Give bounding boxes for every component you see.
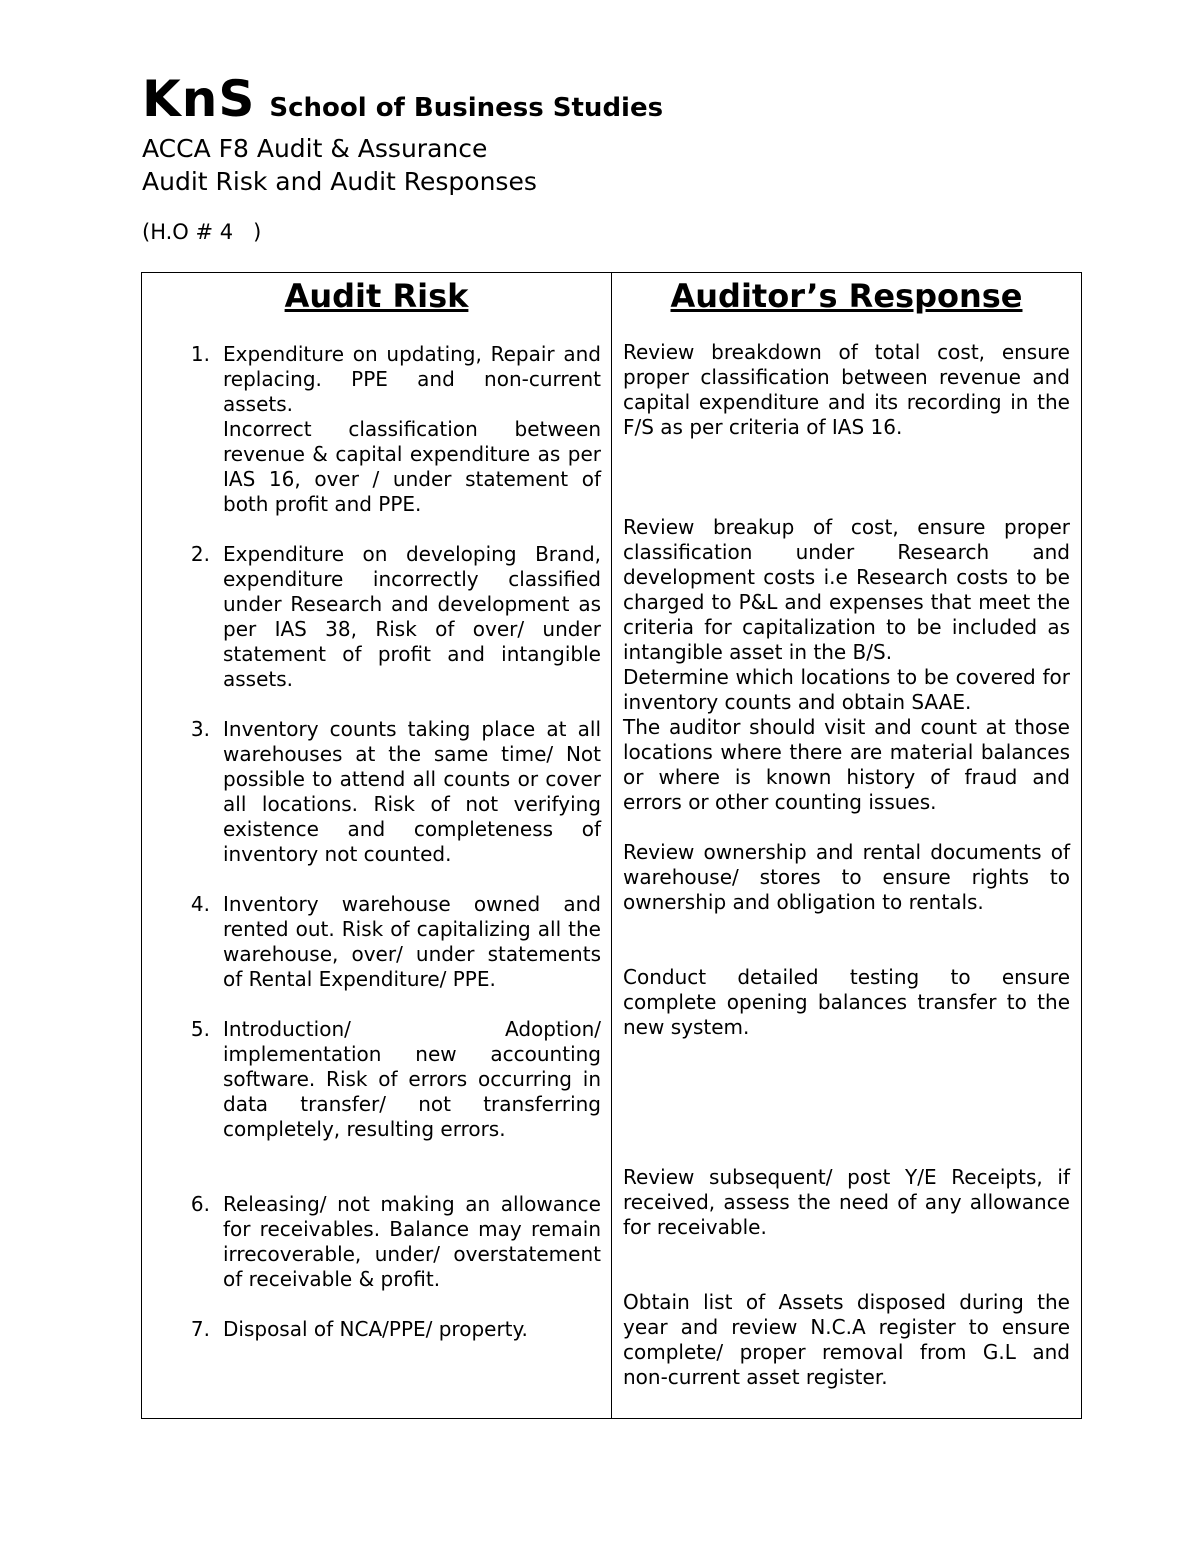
audit-risk-text: Incorrect classification between revenue & capital expenditure as per IAS 16, over / under statement of both profit and PPE. bbox=[223, 417, 601, 516]
audit-risk-text: Disposal of NCA/PPE/ property. bbox=[223, 1317, 528, 1341]
list-number: 4. bbox=[190, 892, 210, 916]
auditor-response-item bbox=[623, 515, 1070, 665]
audit-risk-item bbox=[182, 892, 601, 992]
list-number: 5. bbox=[190, 1017, 210, 1041]
course-title: ACCA F8 Audit & Assurance bbox=[142, 134, 488, 163]
list-number: 6. bbox=[190, 1192, 210, 1216]
topic-title: Audit Risk and Audit Responses bbox=[142, 167, 537, 196]
auditor-response-item bbox=[623, 840, 1070, 915]
audit-risk-item bbox=[182, 542, 601, 692]
auditor-response-item bbox=[623, 1165, 1070, 1240]
audit-risk-column bbox=[142, 273, 612, 1419]
auditor-response-text: Review subsequent/ post Y/E Receipts, if received, assess the need of any allowance for receivable. bbox=[623, 1165, 1070, 1239]
school-name: School of Business Studies bbox=[269, 93, 664, 123]
audit-risk-text: Expenditure on developing Brand, expenditure incorrectly classified under Research and development as per IAS 38, Risk of over/ under statement of profit and intangible assets. bbox=[223, 542, 601, 691]
audit-risk-text: Inventory warehouse owned and rented out. Risk of capitalizing all the warehouse, over/ under statements of Rental Expenditure/ PPE. bbox=[223, 892, 601, 991]
brand-logo-text: KnS bbox=[142, 70, 256, 128]
auditor-response-text: Review ownership and rental documents of warehouse/ stores to ensure rights to ownership and obligation to rentals. bbox=[623, 840, 1070, 914]
auditor-response-text: The auditor should visit and count at those locations where there are material balances or where is known history of fraud and errors or other counting issues. bbox=[623, 715, 1070, 814]
brand-line bbox=[142, 70, 664, 128]
audit-risk-table bbox=[141, 272, 1082, 1419]
audit-risk-text: Inventory counts taking place at all warehouses at the same time/ Not possible to attend all counts or cover all locations. Risk of not verifying existence and completeness of inventory not counted. bbox=[223, 717, 601, 866]
audit-risk-item bbox=[182, 342, 601, 517]
audit-risk-item bbox=[182, 1317, 601, 1342]
auditor-response-text: Conduct detailed testing to ensure complete opening balances transfer to the new system. bbox=[623, 965, 1070, 1039]
list-number: 3. bbox=[190, 717, 210, 741]
audit-risk-list bbox=[182, 342, 601, 1342]
auditor-response-text: Review breakup of cost, ensure proper classification under Research and development costs i.e Research costs to be charged to P&L and expenses that meet the criteria for capitalization to be included as intangible asset in the B/S. bbox=[623, 515, 1070, 664]
audit-risk-text: Introduction/ Adoption/ implementation new accounting software. Risk of errors occurring in data transfer/ not transferring completely, resulting errors. bbox=[223, 1017, 601, 1141]
auditor-response-item bbox=[623, 965, 1070, 1040]
auditor-response-column bbox=[612, 273, 1082, 1419]
auditor-response-text: Determine which locations to be covered for inventory counts and obtain SAAE. bbox=[623, 665, 1070, 714]
list-number: 7. bbox=[190, 1317, 210, 1341]
auditor-response-item bbox=[623, 665, 1070, 815]
document-header bbox=[142, 70, 664, 244]
auditor-response-list bbox=[623, 340, 1070, 1390]
handout-number: (H.O # 4 ) bbox=[142, 220, 262, 244]
list-number: 1. bbox=[190, 342, 210, 366]
audit-risk-text: Expenditure on updating, Repair and replacing. PPE and non-current assets. bbox=[223, 342, 601, 416]
audit-risk-item bbox=[182, 1192, 601, 1292]
auditor-response-item bbox=[623, 340, 1070, 440]
list-number: 2. bbox=[190, 542, 210, 566]
audit-risk-item bbox=[182, 1017, 601, 1142]
auditor-response-text: Review breakdown of total cost, ensure proper classification between revenue and capital expenditure and its recording in the F/S as per criteria of IAS 16. bbox=[623, 340, 1070, 439]
audit-risk-heading: Audit Risk bbox=[284, 277, 469, 315]
auditor-response-text: Obtain list of Assets disposed during the year and review N.C.A register to ensure complete/ proper removal from G.L and non-current asset register. bbox=[623, 1290, 1070, 1389]
audit-risk-text: Releasing/ not making an allowance for receivables. Balance may remain irrecoverable, under/ overstatement of receivable & profit. bbox=[223, 1192, 601, 1291]
auditor-response-item bbox=[623, 1290, 1070, 1390]
audit-risk-item bbox=[182, 717, 601, 867]
auditor-response-heading: Auditor’s Response bbox=[670, 277, 1023, 315]
